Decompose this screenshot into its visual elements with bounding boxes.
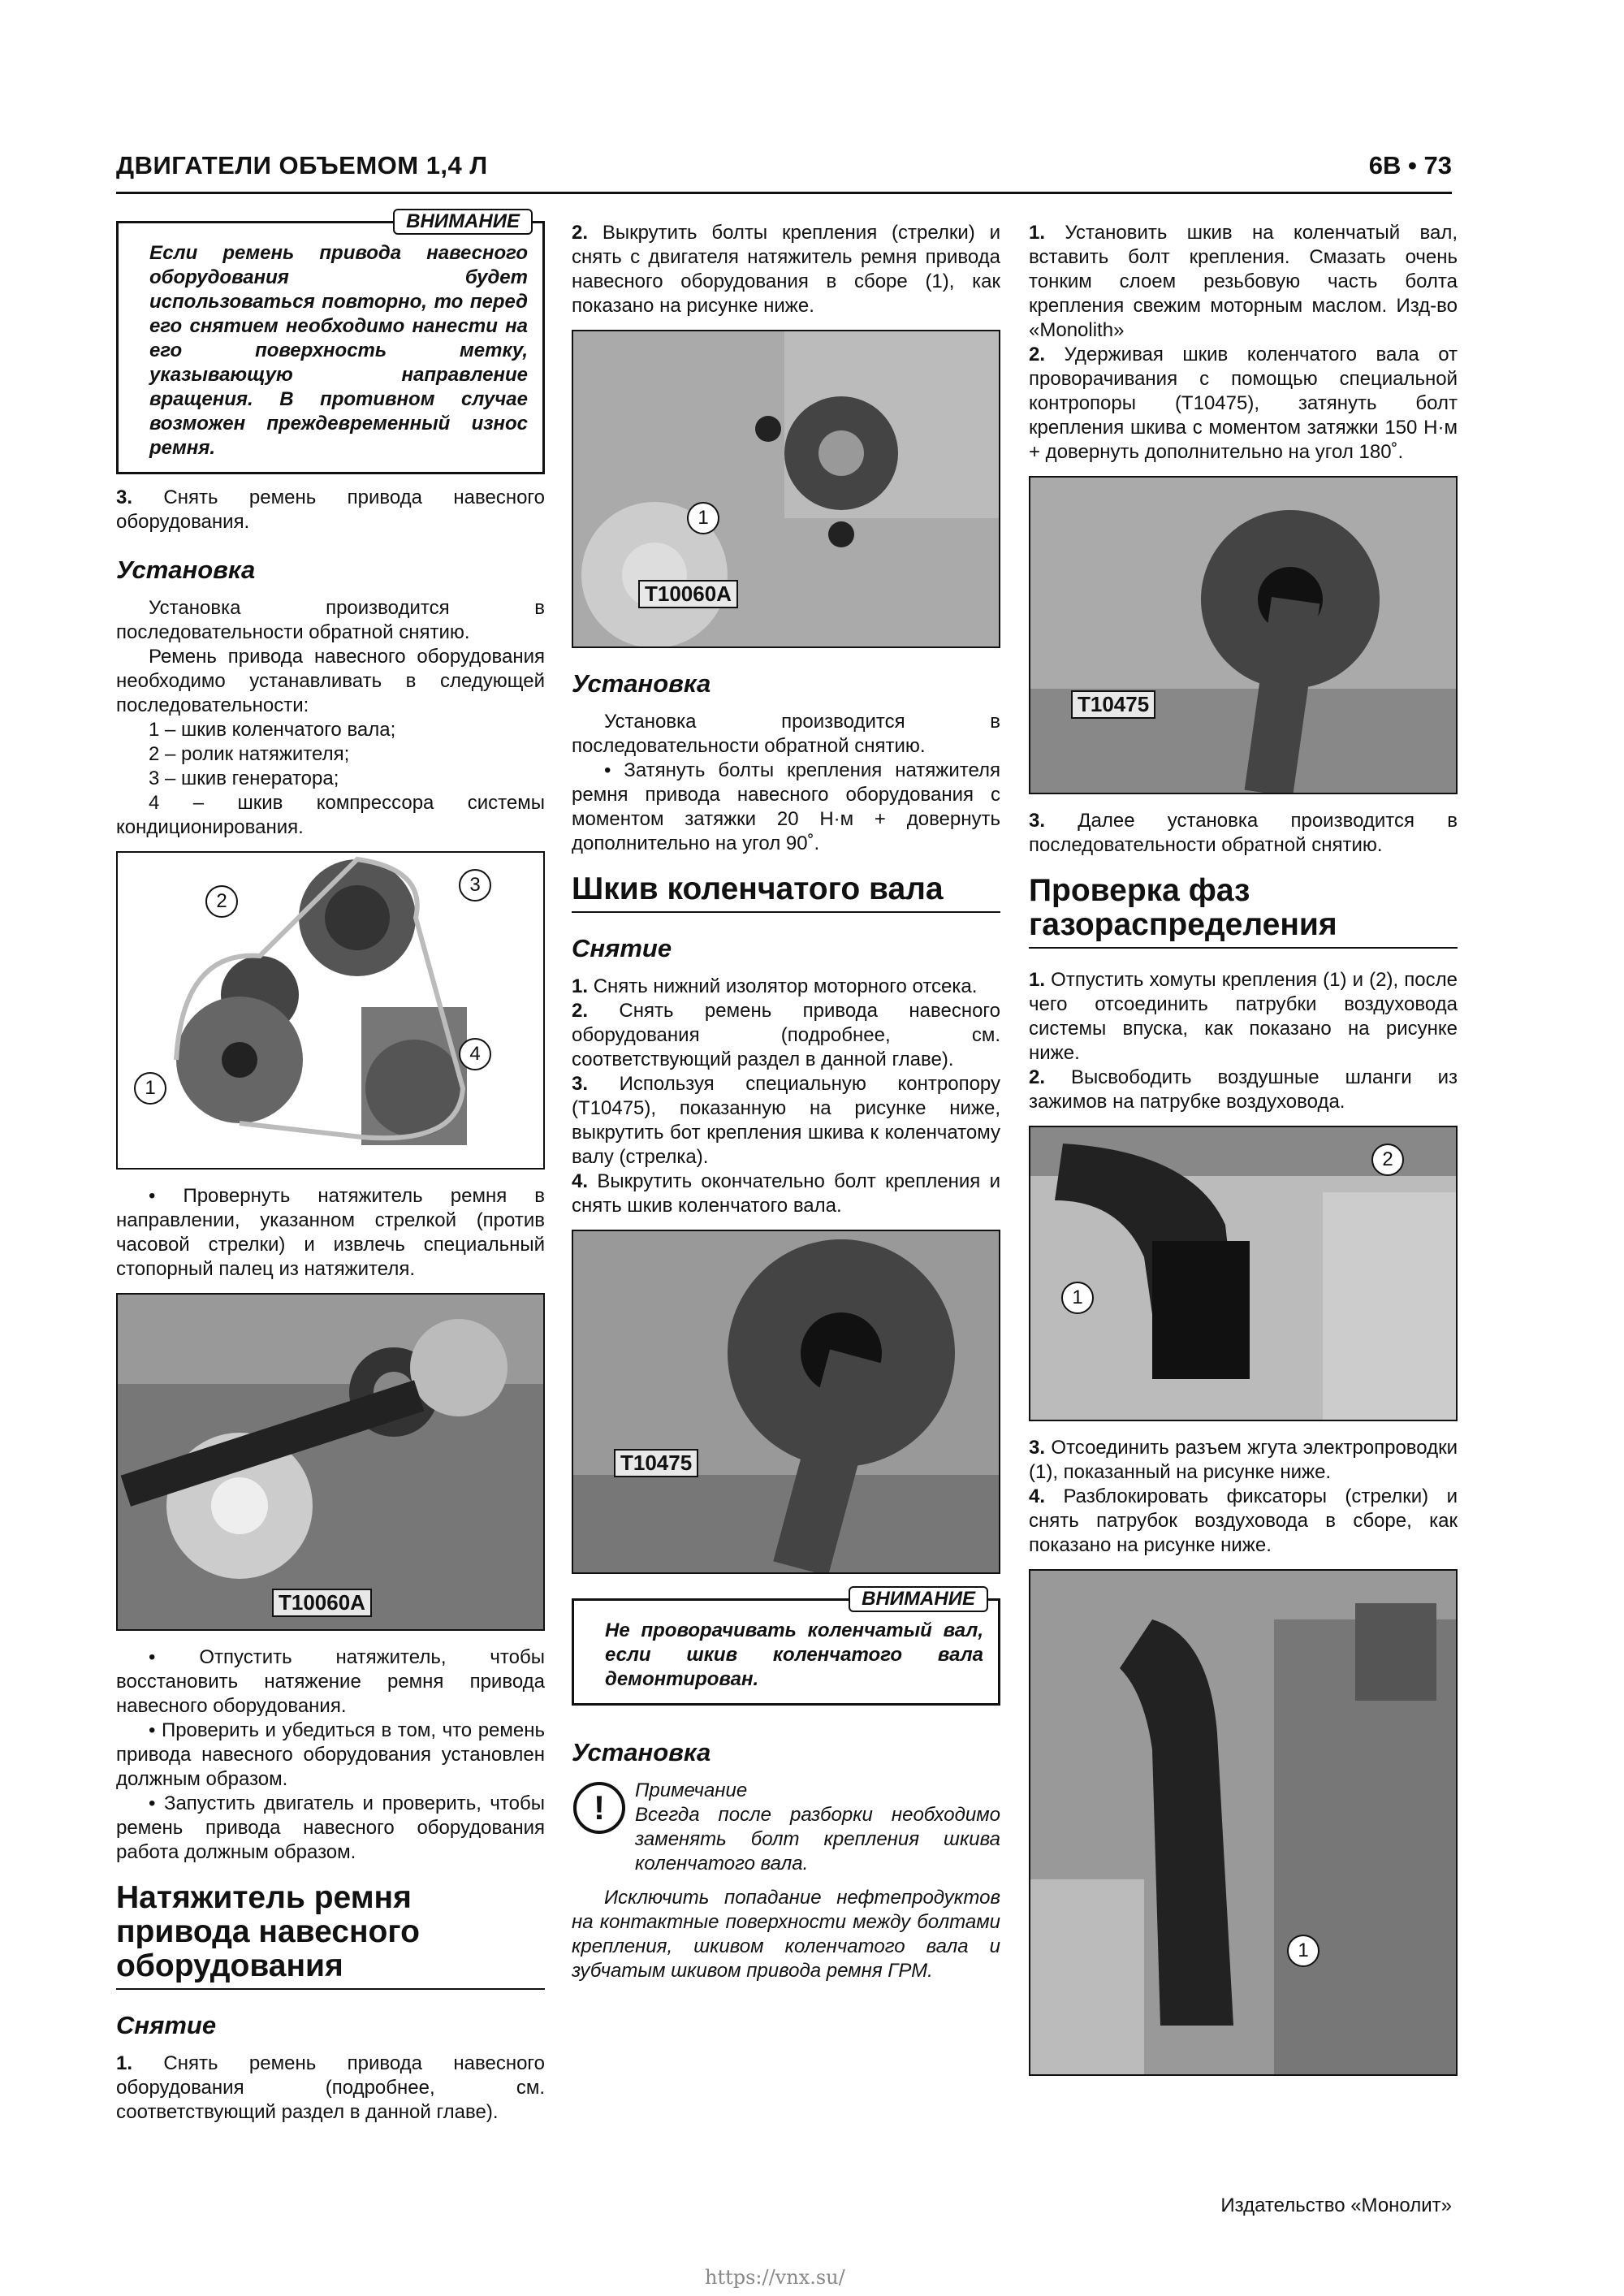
warning-box: [116, 210, 545, 474]
install-para-2: • Затянуть болты крепления натяжителя ремня привода навесного оборудования с моментом затяжки 20 Н·м + довернуть дополнительно на угол 90˚.: [572, 759, 1000, 854]
warning-text: Если ремень привода навесного оборудования будет использоваться повторно, то перед его снятием необходимо нанести на его поверхность метку, указывающую направление вращения. В противном случае возможен преждевременный износ ремня.: [149, 242, 528, 459]
duct-removal-photo: [1030, 1571, 1458, 2074]
bullet-release-tensioner: • Отпустить натяжитель, чтобы восстановить натяжение ремня привода навесного оборудования.: [116, 1646, 545, 1717]
bullet-rotate-tensioner: • Провернуть натяжитель ремня в направлении, указанном стрелкой (против часовой стрелки) и извлечь специальный стопорный палец из натяжителя.: [116, 1185, 545, 1280]
publisher-footer: Издательство «Монолит»: [1220, 2194, 1452, 2216]
check-step-1: 1. Отпустить хомуты крепления (1) и (2), после чего отсоединить патрубки воздуховода системы впуска, как показано на рисунке ниже.: [1029, 969, 1458, 1064]
tensioner-bolts-photo: [573, 331, 1000, 646]
warning-text: Не проворачивать коленчатый вал, если шкив коленчатого вала демонтирован.: [605, 1619, 983, 1690]
callout-1: 1: [687, 502, 719, 534]
install-para-1: Установка производится в последовательности обратной снятию.: [572, 711, 1000, 757]
note-para-2: Исключить попадание нефтепродуктов на контактные поверхности между болтами крепления, шкивом коленчатого вала и зубчатым шкивом привода ремня ГРМ.: [572, 1887, 1000, 1982]
figure-belt-routing: [116, 851, 545, 1170]
removal-step-1: 1. Снять ремень привода навесного оборудования (подробнее, см. соответствующий раздел в данной главе).: [116, 2052, 546, 2123]
figure-tensioner-bolts: [572, 330, 1000, 648]
removal-step-4: 4. Выкрутить окончательно болт крепления и снять шкив коленчатого вала.: [572, 1170, 1001, 1217]
callout-2: 2: [205, 885, 238, 918]
callout-1: 1: [134, 1072, 166, 1105]
figure-air-duct-clamps: [1029, 1126, 1458, 1421]
crank-pulley-photo: [573, 1231, 1000, 1572]
subheading-removal: Снятие: [116, 2011, 217, 2039]
list-item: 1 – шкив коленчатого вала;: [149, 719, 396, 741]
check-step-3: 3. Отсоединить разъем жгута электропроводки (1), показанный на рисунке ниже.: [1029, 1437, 1458, 1483]
install-para-1: Установка производится в последовательности обратной снятию.: [116, 597, 545, 643]
install-step-1: 1. Установить шкив на коленчатый вал, вставить болт крепления. Смазать очень тонким слоем резьбовую часть болта крепления свежим моторным маслом. Изд-во «Monolith»: [1029, 222, 1458, 341]
crank-torque-photo: [1030, 478, 1458, 793]
bullet-check-belt: • Проверить и убедиться в том, что ремень привода навесного оборудования установлен должным образом.: [116, 1719, 545, 1790]
install-step-3: 3. Далее установка производится в последовательности обратной снятию.: [1029, 810, 1458, 856]
column-3: [1029, 221, 1458, 2091]
removal-step-3: 3. Используя специальную контропору (T10475), показанную на рисунке ниже, выкрутить бот крепления шкива к коленчатому валу (стрелка).: [572, 1073, 1000, 1168]
warning-box: [572, 1588, 1000, 1706]
step-3: 3. Снять ремень привода навесного оборудования.: [116, 486, 546, 533]
callout-2: 2: [1371, 1144, 1404, 1176]
figure-crank-pulley-tool: [572, 1230, 1000, 1574]
warning-tag: ВНИМАНИЕ: [849, 1586, 988, 1612]
list-item: 3 – шкив генератора;: [149, 767, 339, 789]
callout-4: 4: [459, 1038, 491, 1070]
page-number: 6В • 73: [1368, 151, 1452, 179]
source-url[interactable]: https://vnx.su/: [705, 2266, 845, 2289]
column-2: [572, 221, 1000, 1983]
check-step-2: 2. Высвободить воздушные шланги из зажимов на патрубке воздуховода.: [1029, 1066, 1458, 1113]
note-block: [572, 1779, 1000, 1876]
exclamation-icon: !: [573, 1782, 625, 1834]
install-para-2: Ремень привода навесного оборудования необходимо устанавливать в следующей последовательности:: [116, 646, 545, 716]
subheading-install: Установка: [572, 1738, 711, 1766]
tool-label-t10475: T10475: [1071, 690, 1155, 719]
note-title: Примечание: [635, 1779, 748, 1801]
callout-1: 1: [1061, 1282, 1094, 1314]
check-step-4: 4. Разблокировать фиксаторы (стрелки) и снять патрубок воздуховода в сборе, как показано на рисунке ниже.: [1029, 1485, 1458, 1556]
running-header-title: ДВИГАТЕЛИ ОБЪЕМОМ 1,4 Л: [116, 151, 488, 179]
callout-1: 1: [1287, 1935, 1320, 1967]
tool-label-t10060a: T10060A: [272, 1589, 372, 1617]
note-para-1: Всегда после разборки необходимо заменять болт крепления шкива коленчатого вала.: [635, 1804, 1000, 1874]
warning-tag: ВНИМАНИЕ: [393, 209, 533, 235]
install-step-2: 2. Удерживая шкив коленчатого вала от проворачивания с помощью специальной контропоры (T10475), затянуть болт крепления шкива с моментом затяжки 150 Н·м + довернуть дополнительно на угол 180˚.: [1029, 344, 1458, 463]
list-item: 4 – шкив компрессора системы кондиционирования.: [116, 792, 545, 838]
header-rule: [116, 192, 1452, 194]
tensioner-photo: [118, 1295, 545, 1629]
section-title-crank-pulley: Шкив коленчатого вала: [572, 872, 1000, 913]
tool-label-t10475: T10475: [614, 1449, 698, 1477]
tool-label-t10060a: T10060A: [638, 580, 738, 608]
bullet-start-engine: • Запустить двигатель и проверить, чтобы ремень привода навесного оборудования работа должным образом.: [116, 1792, 545, 1863]
callout-3: 3: [459, 869, 491, 902]
subheading-install: Установка: [116, 556, 256, 584]
figure-tensioner-tool: [116, 1293, 545, 1631]
removal-step-1: 1. Снять нижний изолятор моторного отсека.: [572, 975, 978, 997]
step-2: 2. Выкрутить болты крепления (стрелки) и снять с двигателя натяжитель ремня привода навесного оборудования в сборе (1), как показано на рисунке ниже.: [572, 222, 1000, 317]
removal-step-2: 2. Снять ремень привода навесного оборудования (подробнее, см. соответствующий раздел в данной главе).: [572, 1000, 1001, 1070]
list-item: 2 – ролик натяжителя;: [149, 743, 350, 765]
figure-crank-pulley-torque: [1029, 476, 1458, 794]
subheading-removal: Снятие: [572, 934, 672, 962]
column-1: [116, 210, 546, 2125]
section-title-timing-check: Проверка фаз газораспределения: [1029, 874, 1458, 949]
figure-duct-removal: [1029, 1569, 1458, 2076]
section-title-tensioner: Натяжитель ремня привода навесного оборудования: [116, 1881, 545, 1990]
subheading-install: Установка: [572, 669, 711, 698]
